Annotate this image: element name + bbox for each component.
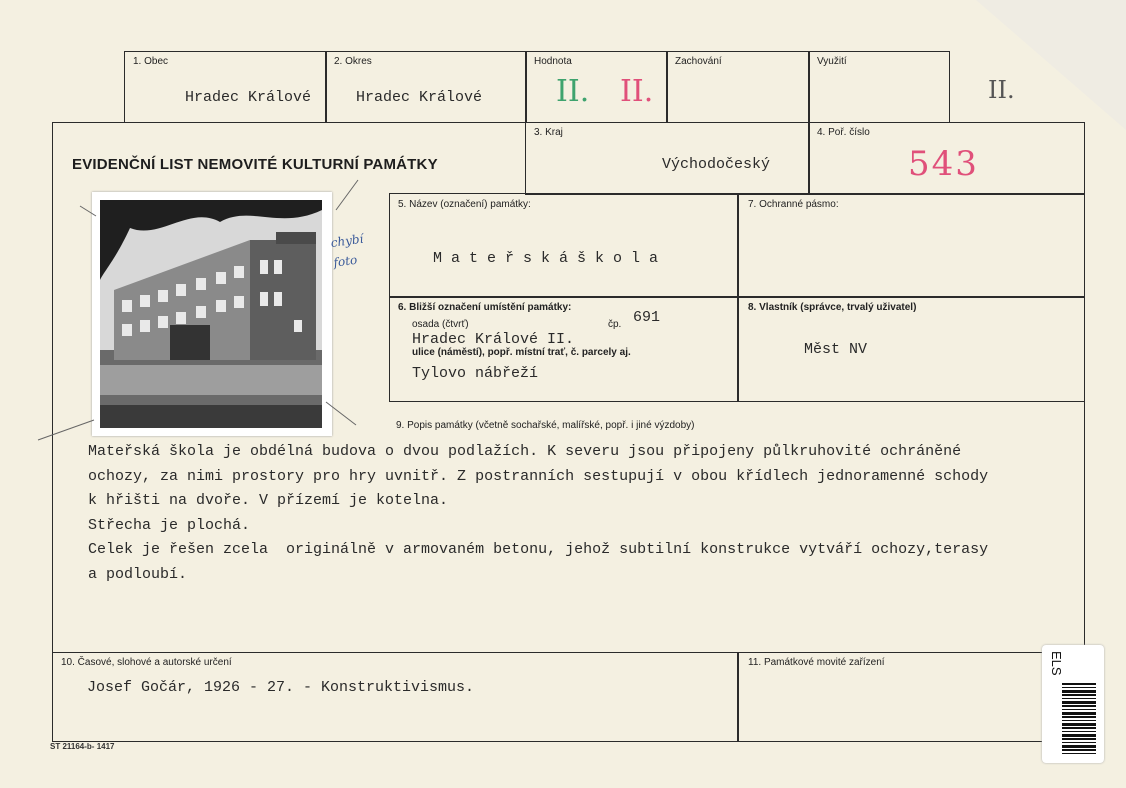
kraj-value: Východočeský — [662, 156, 771, 173]
obec-label: 1. Obec — [133, 56, 169, 67]
cp-label: čp. — [608, 319, 622, 330]
barcode-bars — [1062, 683, 1096, 755]
vyuziti-label: Využití — [817, 56, 847, 67]
vlastnik-box — [737, 296, 1085, 402]
okres-label: 2. Okres — [334, 56, 372, 67]
folded-corner — [976, 0, 1126, 130]
popis-line: a podloubí. — [88, 565, 188, 583]
nazev-box — [389, 193, 739, 298]
zachovani-box — [666, 51, 810, 123]
por-cislo-label: 4. Poř. číslo — [817, 127, 870, 138]
vlastnik-label: 8. Vlastník (správce, trvalý uživatel) — [748, 302, 917, 313]
okres-box — [325, 51, 527, 123]
vlastnik-value: Měst NV — [804, 341, 868, 358]
por-cislo-value: 543 — [908, 144, 979, 184]
nazev-label: 5. Název (označení) památky: — [398, 199, 531, 210]
zachovani-label: Zachování — [675, 56, 722, 67]
popis-line: ochozy, za nimi prostory pro hry uvnitř. Z postranních sestupují v obou křídlech jednoramenné schody — [88, 467, 989, 485]
popis-line: Mateřská škola je obdélná budova o dvou podlažích. K severu jsou připojeny půlkruhovité ochráněné — [88, 443, 962, 460]
ochranne-label: 7. Ochranné pásmo: — [748, 199, 839, 210]
movite-box — [737, 652, 1085, 742]
casove-label: 10. Časové, slohové a autorské určení — [61, 657, 232, 668]
ulice-label: ulice (náměstí), popř. místní trať, č. parcely aj. — [412, 347, 631, 358]
hodnota-pink-mark: II. — [620, 74, 654, 109]
form-code: ST 21164-b- 1417 — [50, 742, 115, 751]
casove-value: Josef Gočár, 1926 - 27. - Konstruktivismus. — [87, 679, 475, 696]
cp-value: 691 — [633, 309, 661, 326]
nazev-value: M a t e ř s k á š k o l a — [433, 250, 659, 267]
popis-line: k hřišti na dvoře. V přízemí je kotelna. — [88, 492, 449, 509]
obec-value: Hradec Králové — [185, 89, 312, 106]
kraj-box — [525, 122, 810, 195]
corner-mark: II. — [988, 76, 1015, 104]
okres-value: Hradec Králové — [356, 89, 483, 106]
photo-corner-marks — [36, 170, 366, 450]
kraj-label: 3. Kraj — [534, 127, 563, 138]
popis-text — [88, 440, 988, 587]
hodnota-box — [525, 51, 668, 123]
umisteni-label: 6. Bližší označení umístění památky: — [398, 302, 572, 313]
popis-line: Střecha je plochá. — [88, 516, 251, 534]
hodnota-green-mark: II. — [556, 74, 590, 109]
obec-box — [124, 51, 327, 123]
popis-line: Celek je řešen zcela originálně v armovaném betonu, jehož subtilní konstrukce vytváří ochozy,terasy — [88, 541, 989, 558]
page-title: EVIDENČNÍ LIST NEMOVITÉ KULTURNÍ PAMÁTKY — [72, 156, 438, 173]
osada-value: Hradec Králové II. — [412, 331, 575, 348]
osada-label: osada (čtvrť) — [412, 319, 469, 330]
ochranne-box — [737, 193, 1085, 298]
hodnota-label: Hodnota — [534, 56, 572, 67]
barcode-text: ELS — [1049, 651, 1064, 676]
umisteni-box — [389, 296, 739, 402]
barcode-sticker — [1042, 645, 1104, 763]
casove-box — [52, 652, 739, 742]
movite-label: 11. Památkové movité zařízení — [748, 657, 885, 668]
popis-label: 9. Popis památky (včetně sochařské, malířské, popř. i jiné výzdoby) — [396, 420, 695, 431]
photo-handwritten-note: chybí foto — [329, 231, 365, 270]
vyuziti-box — [808, 51, 950, 123]
ulice-value: Tylovo nábřeží — [412, 365, 539, 382]
